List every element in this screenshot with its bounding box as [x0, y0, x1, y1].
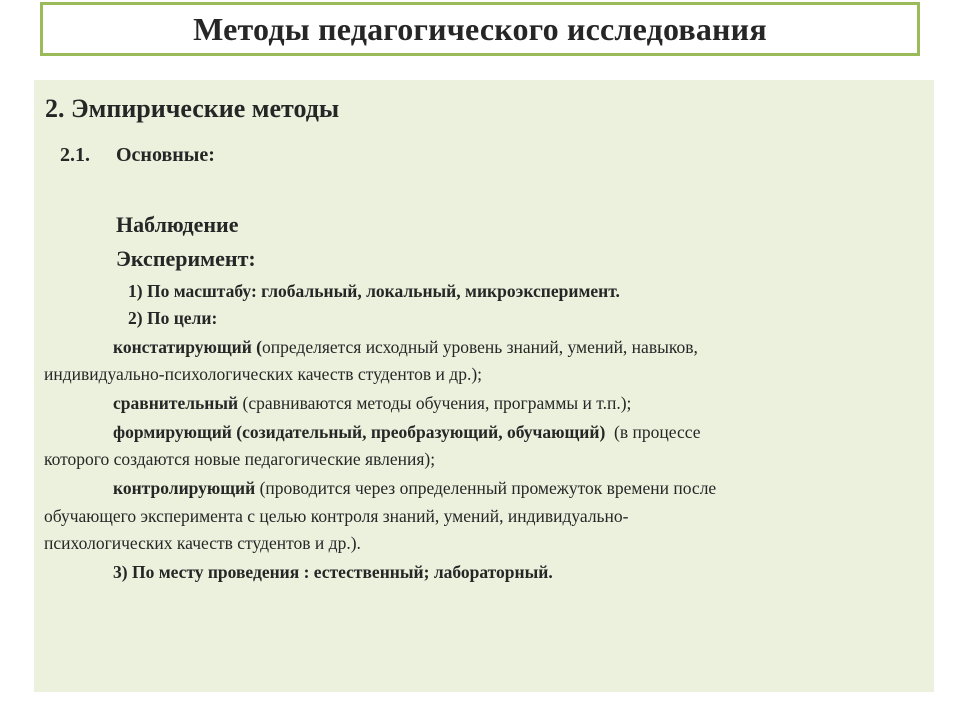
kontr-term: контролирующий [113, 478, 256, 498]
kontr-line [113, 478, 716, 499]
konst-term: констатирующий ( [113, 337, 263, 357]
form-line [113, 422, 700, 443]
form-cont: которого создаются новые педагогические явления); [44, 449, 436, 469]
form-desc: (в процессе [605, 422, 701, 442]
subsection-number: 2.1. [60, 144, 90, 166]
kontr-cont-2: психологических качеств студентов и др.). [44, 533, 361, 553]
kontr-desc: (проводится через определенный промежуток времени после [255, 478, 717, 498]
title-box [40, 2, 920, 56]
page-title: Методы педагогического исследования [193, 10, 767, 47]
kontr-cont-1: обучающего эксперимента с целью контроля знаний, умений, индивидуально- [44, 506, 629, 526]
sravn-term: сравнительный [113, 393, 239, 413]
form-term: формирующий (созидательный, преобразующий, обучающий) [113, 422, 606, 442]
content-panel [34, 80, 934, 692]
sravn-line [113, 393, 631, 414]
section-heading: 2. Эмпирические методы [45, 94, 340, 123]
konst-line [113, 337, 698, 358]
method-experiment: Эксперимент: [116, 246, 256, 271]
konst-desc: определяется исходный уровень знаний, умений, навыков, [262, 337, 698, 357]
subsection-label: Основные: [116, 144, 215, 166]
sravn-desc: (сравниваются методы обучения, программы и т.п.); [238, 393, 632, 413]
item-goal: 2) По цели: [128, 308, 218, 328]
method-observation: Наблюдение [116, 212, 239, 237]
item-scale: 1) По масштабу: глобальный, локальный, микроэксперимент. [128, 281, 620, 301]
konst-cont: индивидуально-психологических качеств студентов и др.); [44, 364, 483, 384]
item-place: 3) По месту проведения : естественный; лабораторный. [113, 562, 553, 582]
